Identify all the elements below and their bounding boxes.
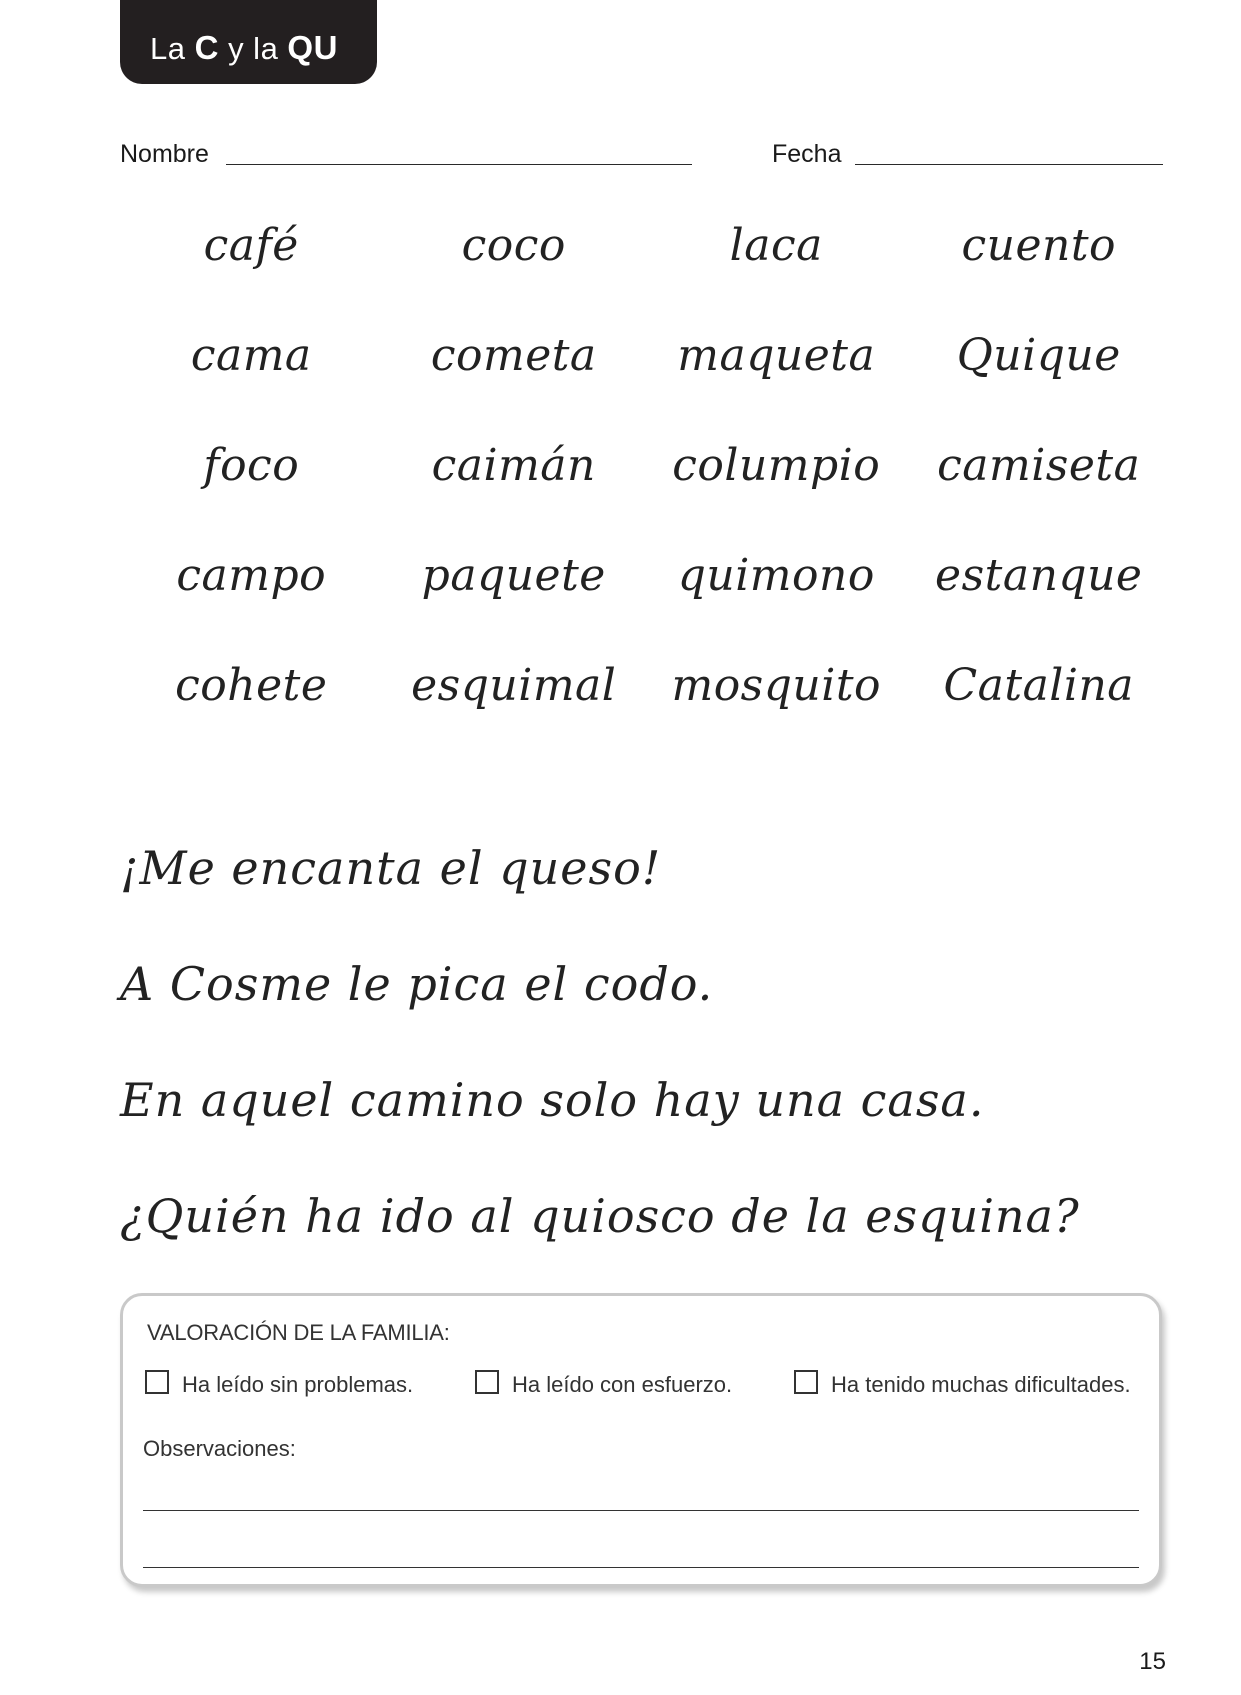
name-date-row <box>120 140 1163 174</box>
option-label: Ha tenido muchas dificultades. <box>831 1372 1131 1397</box>
option-label: Ha leído con esfuerzo. <box>512 1372 733 1397</box>
page-title <box>150 29 338 67</box>
word: coco <box>461 219 566 271</box>
word: cometa <box>430 329 597 381</box>
header-tab <box>120 0 377 84</box>
observations-line-1[interactable] <box>143 1510 1139 1511</box>
observations-label: Observaciones: <box>143 1436 296 1461</box>
checkbox[interactable] <box>794 1370 818 1394</box>
evaluation-title: VALORACIÓN DE LA FAMILIA: <box>147 1320 450 1345</box>
checkbox[interactable] <box>145 1370 169 1394</box>
title-part: y la <box>218 31 288 66</box>
word: Catalina <box>943 659 1135 711</box>
sentence: ¡Me encanta el queso! <box>120 841 662 895</box>
word: maqueta <box>677 329 876 381</box>
word: paquete <box>421 549 606 601</box>
word: foco <box>203 439 300 491</box>
word-grid <box>120 190 1170 740</box>
family-evaluation-box <box>120 1293 1162 1587</box>
word: quimono <box>677 549 875 601</box>
option-label: Ha leído sin problemas. <box>182 1372 414 1397</box>
word: cuento <box>961 219 1117 271</box>
date-label: Fecha <box>772 140 842 168</box>
word: columpio <box>672 439 881 491</box>
word: cohete <box>175 659 328 711</box>
title-letters-qu: QU <box>287 29 338 66</box>
word: esquimal <box>411 659 617 711</box>
sentence: ¿Quién ha ido al quiosco de la esquina? <box>120 1189 1080 1243</box>
word: estanque <box>935 549 1143 601</box>
evaluation-option-no-problems[interactable] <box>145 1372 413 1398</box>
name-label: Nombre <box>120 140 209 168</box>
evaluation-option-with-effort[interactable] <box>475 1372 732 1398</box>
checkbox[interactable] <box>475 1370 499 1394</box>
name-field[interactable] <box>226 164 692 165</box>
word: camiseta <box>937 439 1141 491</box>
date-field[interactable] <box>855 164 1163 165</box>
page-number: 15 <box>1139 1648 1166 1675</box>
word: caimán <box>431 439 596 491</box>
title-letter-c: C <box>194 29 219 66</box>
sentence-list <box>120 810 1170 1274</box>
evaluation-option-many-difficulties[interactable] <box>794 1372 1131 1398</box>
word: laca <box>729 219 823 271</box>
word: mosquito <box>671 659 882 711</box>
word: café <box>203 219 299 271</box>
observations-line-2[interactable] <box>143 1567 1139 1568</box>
word: Quique <box>956 329 1121 381</box>
sentence: En aquel camino solo hay una casa. <box>120 1073 985 1127</box>
word: campo <box>176 549 327 601</box>
title-part: La <box>150 31 195 66</box>
word: cama <box>190 329 312 381</box>
sentence: A Cosme le pica el codo. <box>120 957 714 1011</box>
